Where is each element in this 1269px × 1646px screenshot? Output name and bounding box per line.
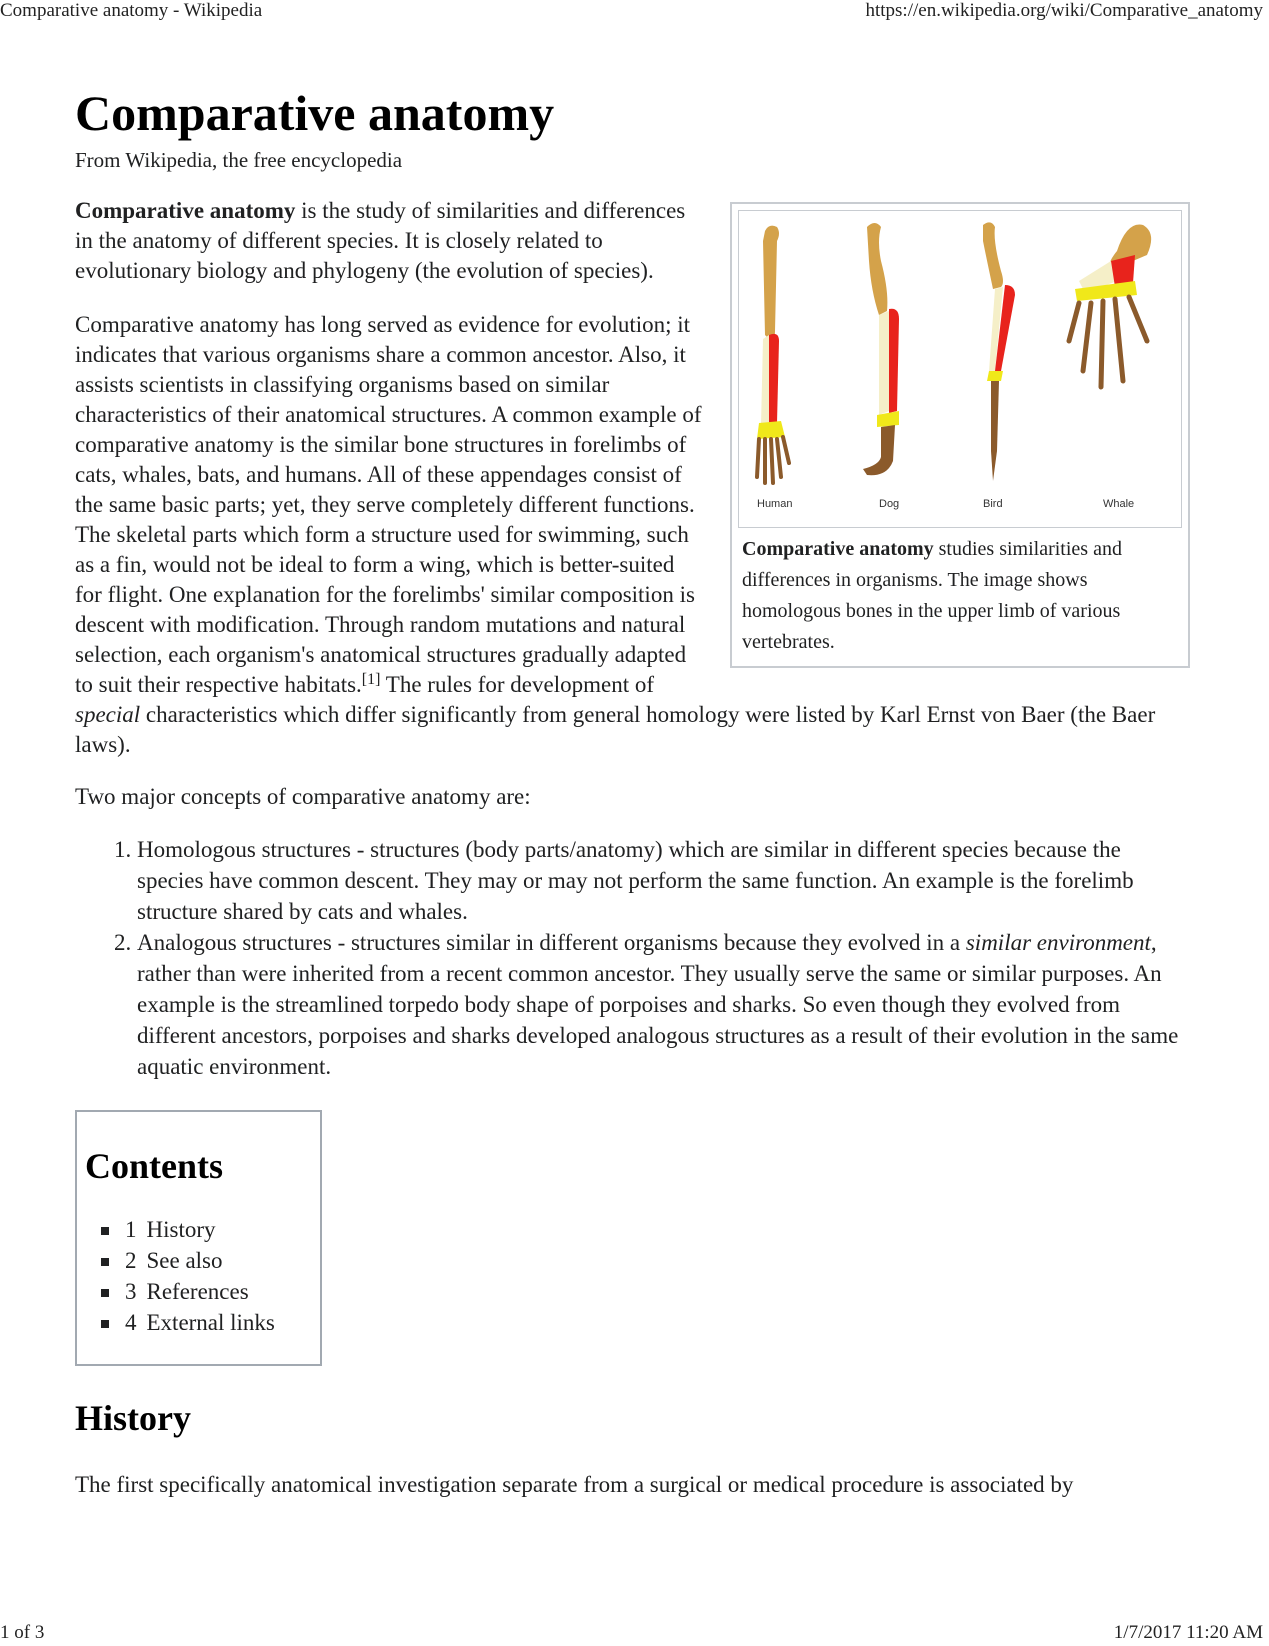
list-item-text: Analogous structures - structures similar in different organisms because they evolved in a [137, 930, 966, 955]
toc-label[interactable]: History [146, 1217, 216, 1242]
toc-list [85, 1214, 312, 1338]
list-item-italic: similar environment [965, 930, 1151, 955]
toc-item-external-links[interactable] [125, 1307, 312, 1338]
history-heading: History [75, 1398, 191, 1438]
reference-link-1[interactable]: [1] [361, 671, 381, 688]
whale-limb [1069, 225, 1151, 387]
concepts-intro: Two major concepts of comparative anatomy are: [75, 784, 531, 809]
toc-label[interactable]: References [146, 1279, 249, 1304]
human-limb [757, 226, 789, 483]
evidence-text-1: Comparative anatomy has long served as evidence for evolution; it indicates that various organisms share a common ancestor. Also, it assists scientists in classifying organisms based on similar characteristics of their anatomical structures. A common example of comparative anatomy is the similar bone structures in forelimbs of cats, whales, bats, and humans. All of these appendages consist of the same basic parts; yet, they serve completely different functions. The skeletal parts which form a structure used for swimming, such as a fin, would not be ideal to form a wing, which is better-suited for flight. One explanation for the forelimbs' similar composition is descent with modification. Through random mutations and natural selection, each organism's anatomical structures gradually adapted to suit their respective habitats. [75, 312, 702, 697]
caption-bold: Comparative anatomy [742, 538, 934, 560]
toc-item-see-also[interactable] [125, 1245, 312, 1276]
bird-limb [983, 222, 1015, 481]
toc-number: 4 [125, 1310, 137, 1335]
toc-number: 2 [125, 1248, 137, 1273]
print-timestamp: 1/7/2017 11:20 AM [1113, 1622, 1263, 1643]
concepts-list [75, 834, 1190, 1082]
figure-thumbnail [730, 202, 1190, 668]
caption-text: studies similarities and differences in organisms. The image shows homologous bones in the upper limb of various vertebrates. [742, 538, 1122, 653]
dog-limb [863, 223, 899, 475]
print-header [0, 0, 1269, 22]
toc-number: 1 [125, 1217, 137, 1242]
history-paragraph: The first specifically anatomical investigation separate from a surgical or medical procedure is associated by [75, 1472, 1074, 1497]
label-human: Human [757, 498, 793, 510]
page-title: Comparative anatomy [75, 85, 555, 141]
toc-label[interactable]: See also [146, 1248, 223, 1273]
from-line: From Wikipedia, the free encyclopedia [75, 148, 403, 172]
label-dog: Dog [879, 498, 900, 510]
label-whale: Whale [1103, 498, 1135, 510]
evidence-text-2: The rules for development of [380, 672, 655, 697]
list-item: 1. Homologous structures - structures (body parts/anatomy) which are similar in different species because the species have common descent. They may or may not perform the same function. An example is the forelimb structure shared by cats and whales. [137, 834, 1190, 927]
article-content [75, 80, 1190, 1522]
list-item-text: , rather than were inherited from a recent common ancestor. They usually serve the same or similar purposes. An example is the streamlined torpedo body shape of porpoises and sharks. So even though they evolved from different ancestors, porpoises and sharks developed analogous structures as a result of their evolution in the same aquatic environment. [137, 930, 1179, 1079]
print-url: https://en.wikipedia.org/wiki/Comparative_anatomy [865, 0, 1263, 21]
list-item [137, 927, 1190, 1082]
forelimb-comparison-image[interactable] [738, 210, 1182, 528]
label-bird: Bird [983, 498, 1003, 510]
toc-number: 3 [125, 1279, 137, 1304]
table-of-contents [75, 1110, 322, 1366]
print-page-title: Comparative anatomy - Wikipedia [0, 0, 263, 21]
print-footer [0, 1622, 1269, 1644]
evidence-text-3: characteristics which differ significantly from general homology were listed by Karl Ernst von Baer (the Baer laws). [75, 702, 1156, 757]
lead-bold-term: Comparative anatomy [75, 198, 296, 223]
page-number: 1 of 3 [0, 1622, 45, 1643]
lead-text: is the study of similarities and differences in the anatomy of different species. It is closely related to evolutionary biology and phylogeny (the evolution of species). [75, 198, 686, 283]
toc-label[interactable]: External links [146, 1310, 275, 1335]
evidence-italic: special [75, 702, 141, 727]
toc-title: Contents [85, 1146, 224, 1186]
toc-item-references[interactable] [125, 1276, 312, 1307]
figure-caption [738, 528, 1182, 658]
toc-item-history[interactable] [125, 1214, 312, 1245]
